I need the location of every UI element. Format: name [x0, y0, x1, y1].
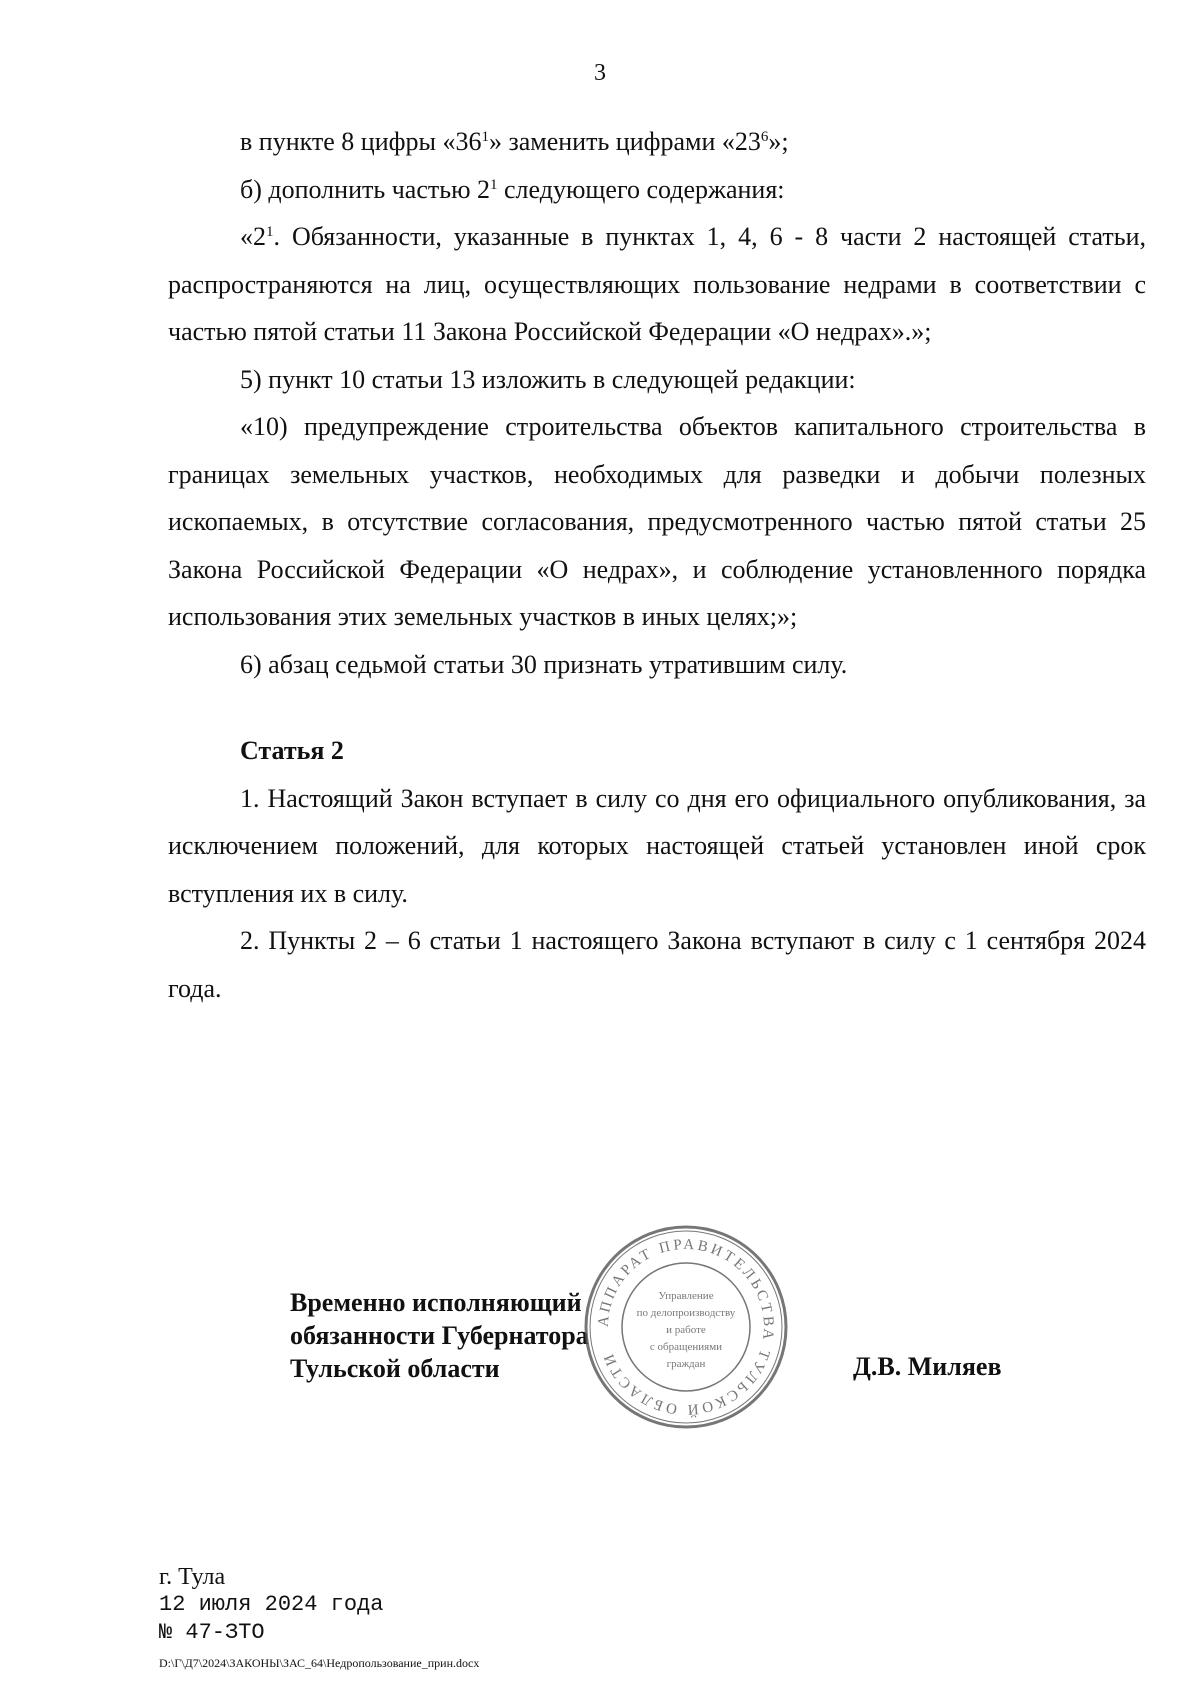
seal-center-text: и работе [666, 1324, 706, 1336]
article-paragraph-1: 1. Настоящий Закон вступает в силу со дня его официального опубликования, за исключением положений, для которых настоящей статьей установлен иной срок вступления их в силу. [168, 783, 1146, 908]
document-body [168, 118, 1146, 1012]
seal-center-text: Управление [658, 1290, 714, 1302]
seal-ring-text: АППАРАТ ПРАВИТЕЛЬСТВА ТУЛЬСКОЙ ОБЛАСТИ [595, 1236, 777, 1418]
law-date: 12 июля 2024 года [159, 1592, 384, 1617]
page-number: 3 [594, 60, 606, 86]
signature-title-line: Временно исполняющий [290, 1288, 582, 1317]
article-heading: Статья 2 [240, 736, 344, 765]
signature-title-line: обязанности Губернатора [290, 1321, 589, 1350]
official-seal-icon [582, 1223, 790, 1431]
paragraph-item8: в пункте 8 цифры «$36^1$» заменить цифрами «$23^6$»; [240, 127, 789, 156]
paragraph-part21: «$2^1$. Обязанности, указанные в пунктах 1, 4, 6 - 8 части 2 настоящей статьи, распространяются на лиц, осуществляющих пользование недрами в соответствии с частью пятой статьи 11 Закона Российской Федерации «О недрах».»; [168, 222, 1146, 346]
paragraph-5: 5) пункт 10 статьи 13 изложить в следующей редакции: [240, 364, 856, 394]
article-paragraph-2: 2. Пункты 2 – 6 статьи 1 настоящего Закона вступают в силу с 1 сентября 2024 года. [168, 926, 1146, 1003]
city: г. Тула [159, 1564, 226, 1590]
seal-center-text: по делопроизводству [636, 1307, 736, 1319]
law-number: № 47-ЗТО [159, 1620, 265, 1645]
paragraph-6: 6) абзац седьмой статьи 30 признать утратившим силу. [240, 649, 848, 679]
document-footer [159, 1563, 479, 1673]
signature-title [290, 1286, 589, 1385]
seal-center-text: граждан [666, 1358, 706, 1370]
paragraph-item10: «10) предупреждение строительства объектов капитального строительства в границах земельных участков, необходимых для разведки и добычи полезных ископаемых, в отсутствие согласования, предусмотренного частью пятой статьи 25 Закона Российской Федерации «О недрах», и соблюдение установленного порядка использования этих земельных участков в иных целях;»; [168, 412, 1146, 631]
file-path: D:\Г\Д7\2024\ЗАКОНЫ\ЗАС_64\Недропользование_прин.docx [159, 1656, 480, 1670]
signatory-name: Д.В. Миляев [853, 1352, 1002, 1381]
signature-title-line: Тульской области [290, 1354, 500, 1383]
seal-center-text: с обращениями [649, 1341, 723, 1353]
paragraph-b: б) дополнить частью $2^1$ следующего содержания: [240, 174, 785, 204]
